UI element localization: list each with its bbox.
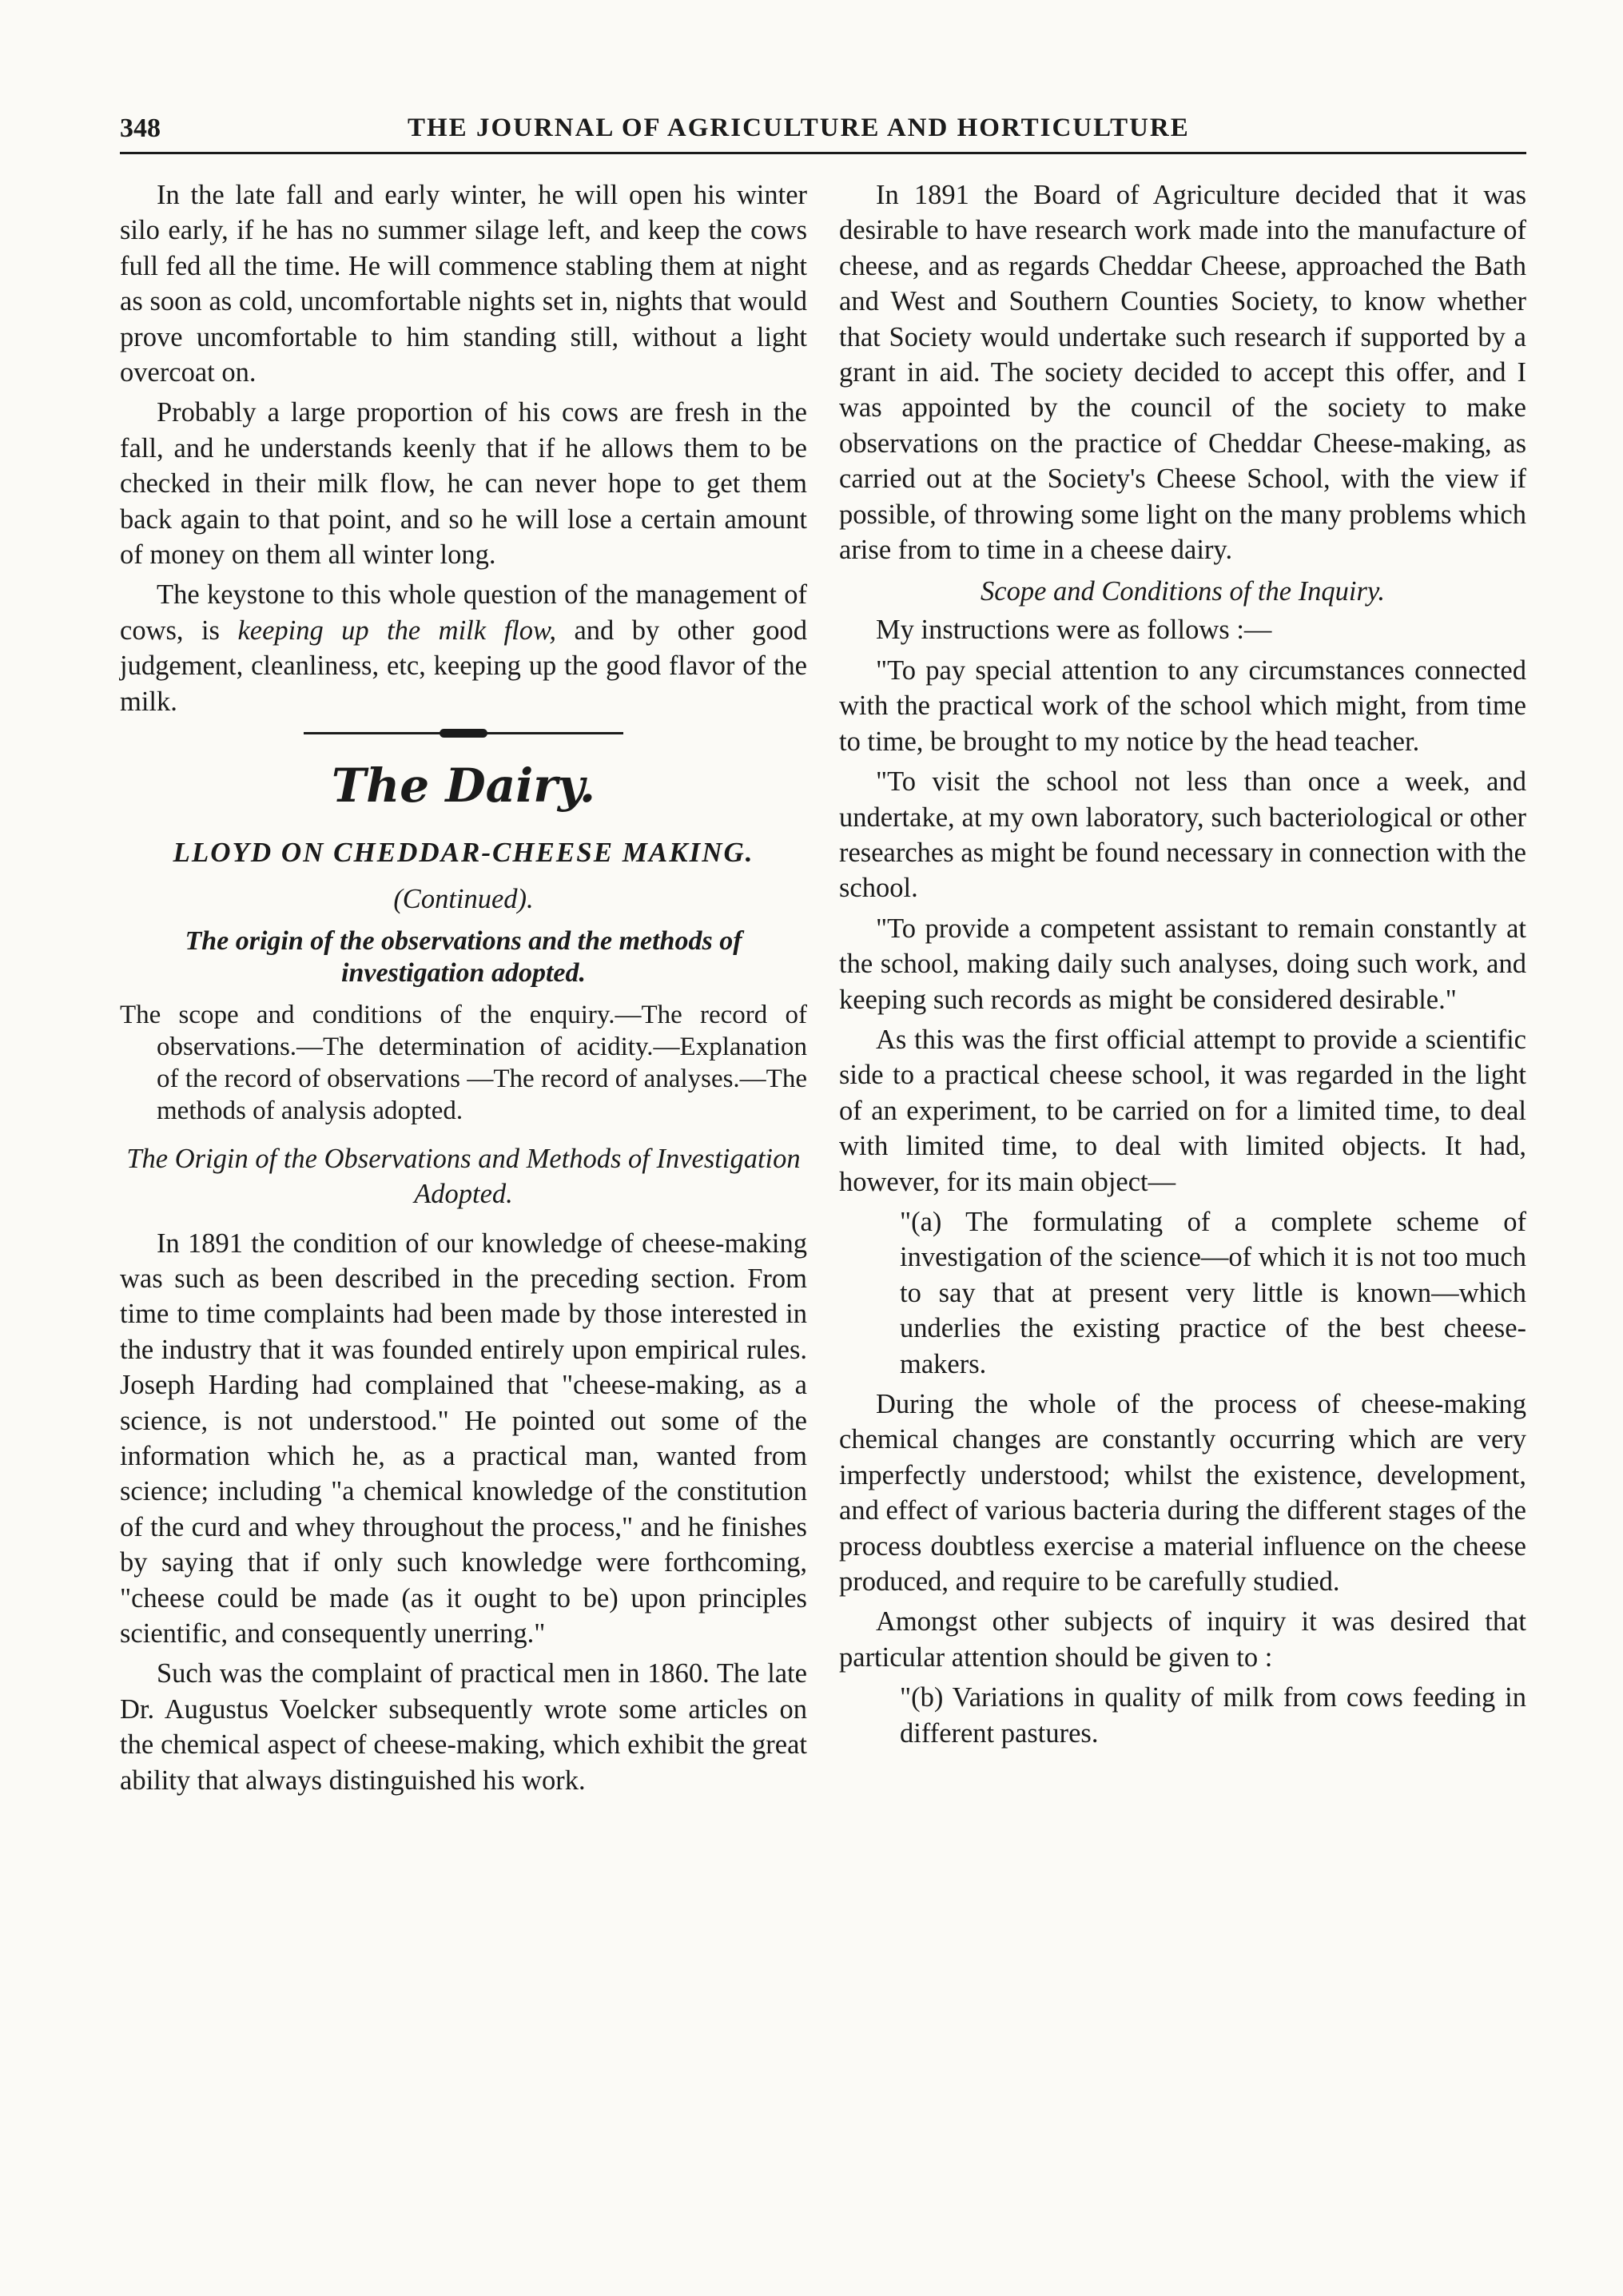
right-column	[839, 177, 1526, 1756]
subheading: The origin of the observations and the methods of investigation adopted.	[185, 925, 742, 988]
paragraph: Such was the complaint of practical men in 1860. The late Dr. Augustus Voelcker subsequently wrote some articles on the chemical aspect of cheese-making, which exhibit the great ability that always distinguished his work.	[120, 1658, 807, 1796]
left-column	[120, 177, 807, 1803]
paragraph: Probably a large proportion of his cows are fresh in the fall, and he understands keenly that if he allows them to be checked in their milk flow, he can never hope to get them back again to that point, and so he will lose a certain amount of money on them all winter long.	[120, 397, 807, 571]
section-title: The Dairy.	[331, 758, 596, 814]
paragraph: In 1891 the Board of Agriculture decided that it was desirable to have research work made into the manufacture of cheese, and as regards Cheddar Cheese, approached the Bath and West and Southern Counties Society, to know whether that Society would undertake such research if supported by a grant in aid. The society decided to accept this offer, and I was appointed by the council of the society to make observations on the practice of Cheddar Cheese-making, as carried out at the Society's Cheese School, with the view if possible, of throwing some light on the many problems which arise from to time in a cheese dairy.	[839, 180, 1526, 566]
paragraph: In 1891 the condition of our knowledge of cheese-making was such as been described in the preceding section. From time to time complaints had been made by those interested in the industry that it was founded entirely upon empirical rules. Joseph Harding had complained that "cheese-making, as a science, is not understood." He pointed out some of the information which he, as a practical man, wanted from science; including "a chemical knowledge of the constitution of the curd and whey throughout the process," and he finishes by saying that if only such knowledge were forthcoming, "cheese could be made (as it ought to be) upon principles scientific, and consequently unerring."	[120, 1228, 807, 1649]
text-run: and by other good judgement, cleanliness, etc, keeping up the good flavor of the milk.	[120, 615, 807, 717]
section-divider	[304, 732, 623, 741]
paragraph: Amongst other subjects of inquiry it was desired that particular attention should be given to :	[839, 1606, 1526, 1673]
emphasis: keeping up the milk flow,	[237, 615, 557, 646]
paragraph: In the late fall and early winter, he will open his winter silo early, if he has no summer silage left, and keep the cows full fed all the time. He will commence stabling them at night as soon as cold, uncomfortable nights set in, nights that would prove uncomfortable to him standing still, without a light overcoat on.	[120, 180, 807, 388]
subheading-italic: Scope and Conditions of the Inquiry.	[981, 576, 1385, 607]
continued-label: (Continued).	[393, 884, 534, 915]
divider-ornament	[440, 729, 487, 738]
article-title: LLOYD ON CHEDDAR-CHEESE MAKING.	[173, 837, 754, 869]
paragraph: My instructions were as follows :—	[876, 615, 1272, 646]
subheading-italic: The Origin of the Observations and Methods of Investigation Adopted.	[126, 1143, 801, 1209]
quoted-instruction: "To visit the school not less than once a week, and undertake, at my own laboratory, such bacteriological or other researches as might be found necessary in connection with the school.	[839, 766, 1526, 904]
text-run: The keystone to this whole question of the management of cows, is	[120, 579, 807, 646]
page-header	[120, 112, 1526, 154]
continued-note	[120, 881, 807, 917]
paragraph	[120, 577, 807, 719]
quoted-object: "(a) The formulating of a complete scheme of investigation of the science—of which it is not too much to say that at present very little is known—which underlies the existing practice of the best cheese-makers.	[900, 1206, 1526, 1379]
paragraph: During the whole of the process of cheese-making chemical changes are constantly occurring which are very imperfectly understood; whilst the existence, development, and effect of various bacteria during the different stages of the process doubtless exercise a material influence on the cheese produced, and require to be carefully studied.	[839, 1389, 1526, 1598]
paragraph: As this was the first official attempt to provide a scientific side to a practical cheese school, it was regarded in the light of an experiment, to be carried on for a limited time, to deal with limited time, to deal with limited objects. It had, however, for its main object—	[839, 1024, 1526, 1197]
page-number: 348	[120, 113, 161, 143]
quoted-instruction: "To pay special attention to any circumstances connected with the practical work of the school which might, from time to time, be brought to my notice by the head teacher.	[839, 655, 1526, 757]
chapter-summary: The scope and conditions of the enquiry.—The record of observations.—The determination of acidity.—Explanation of the record of observations —The record of analyses.—The methods of analysis adopted.	[120, 1000, 807, 1125]
quoted-object: "(b) Variations in quality of milk from cows feeding in different pastures.	[900, 1682, 1526, 1749]
running-title: THE JOURNAL OF AGRICULTURE AND HORTICULTURE	[408, 113, 1190, 142]
quoted-instruction: "To provide a competent assistant to remain constantly at the school, making daily such analyses, doing such work, and keeping such records as might be considered desirable."	[839, 913, 1526, 1015]
